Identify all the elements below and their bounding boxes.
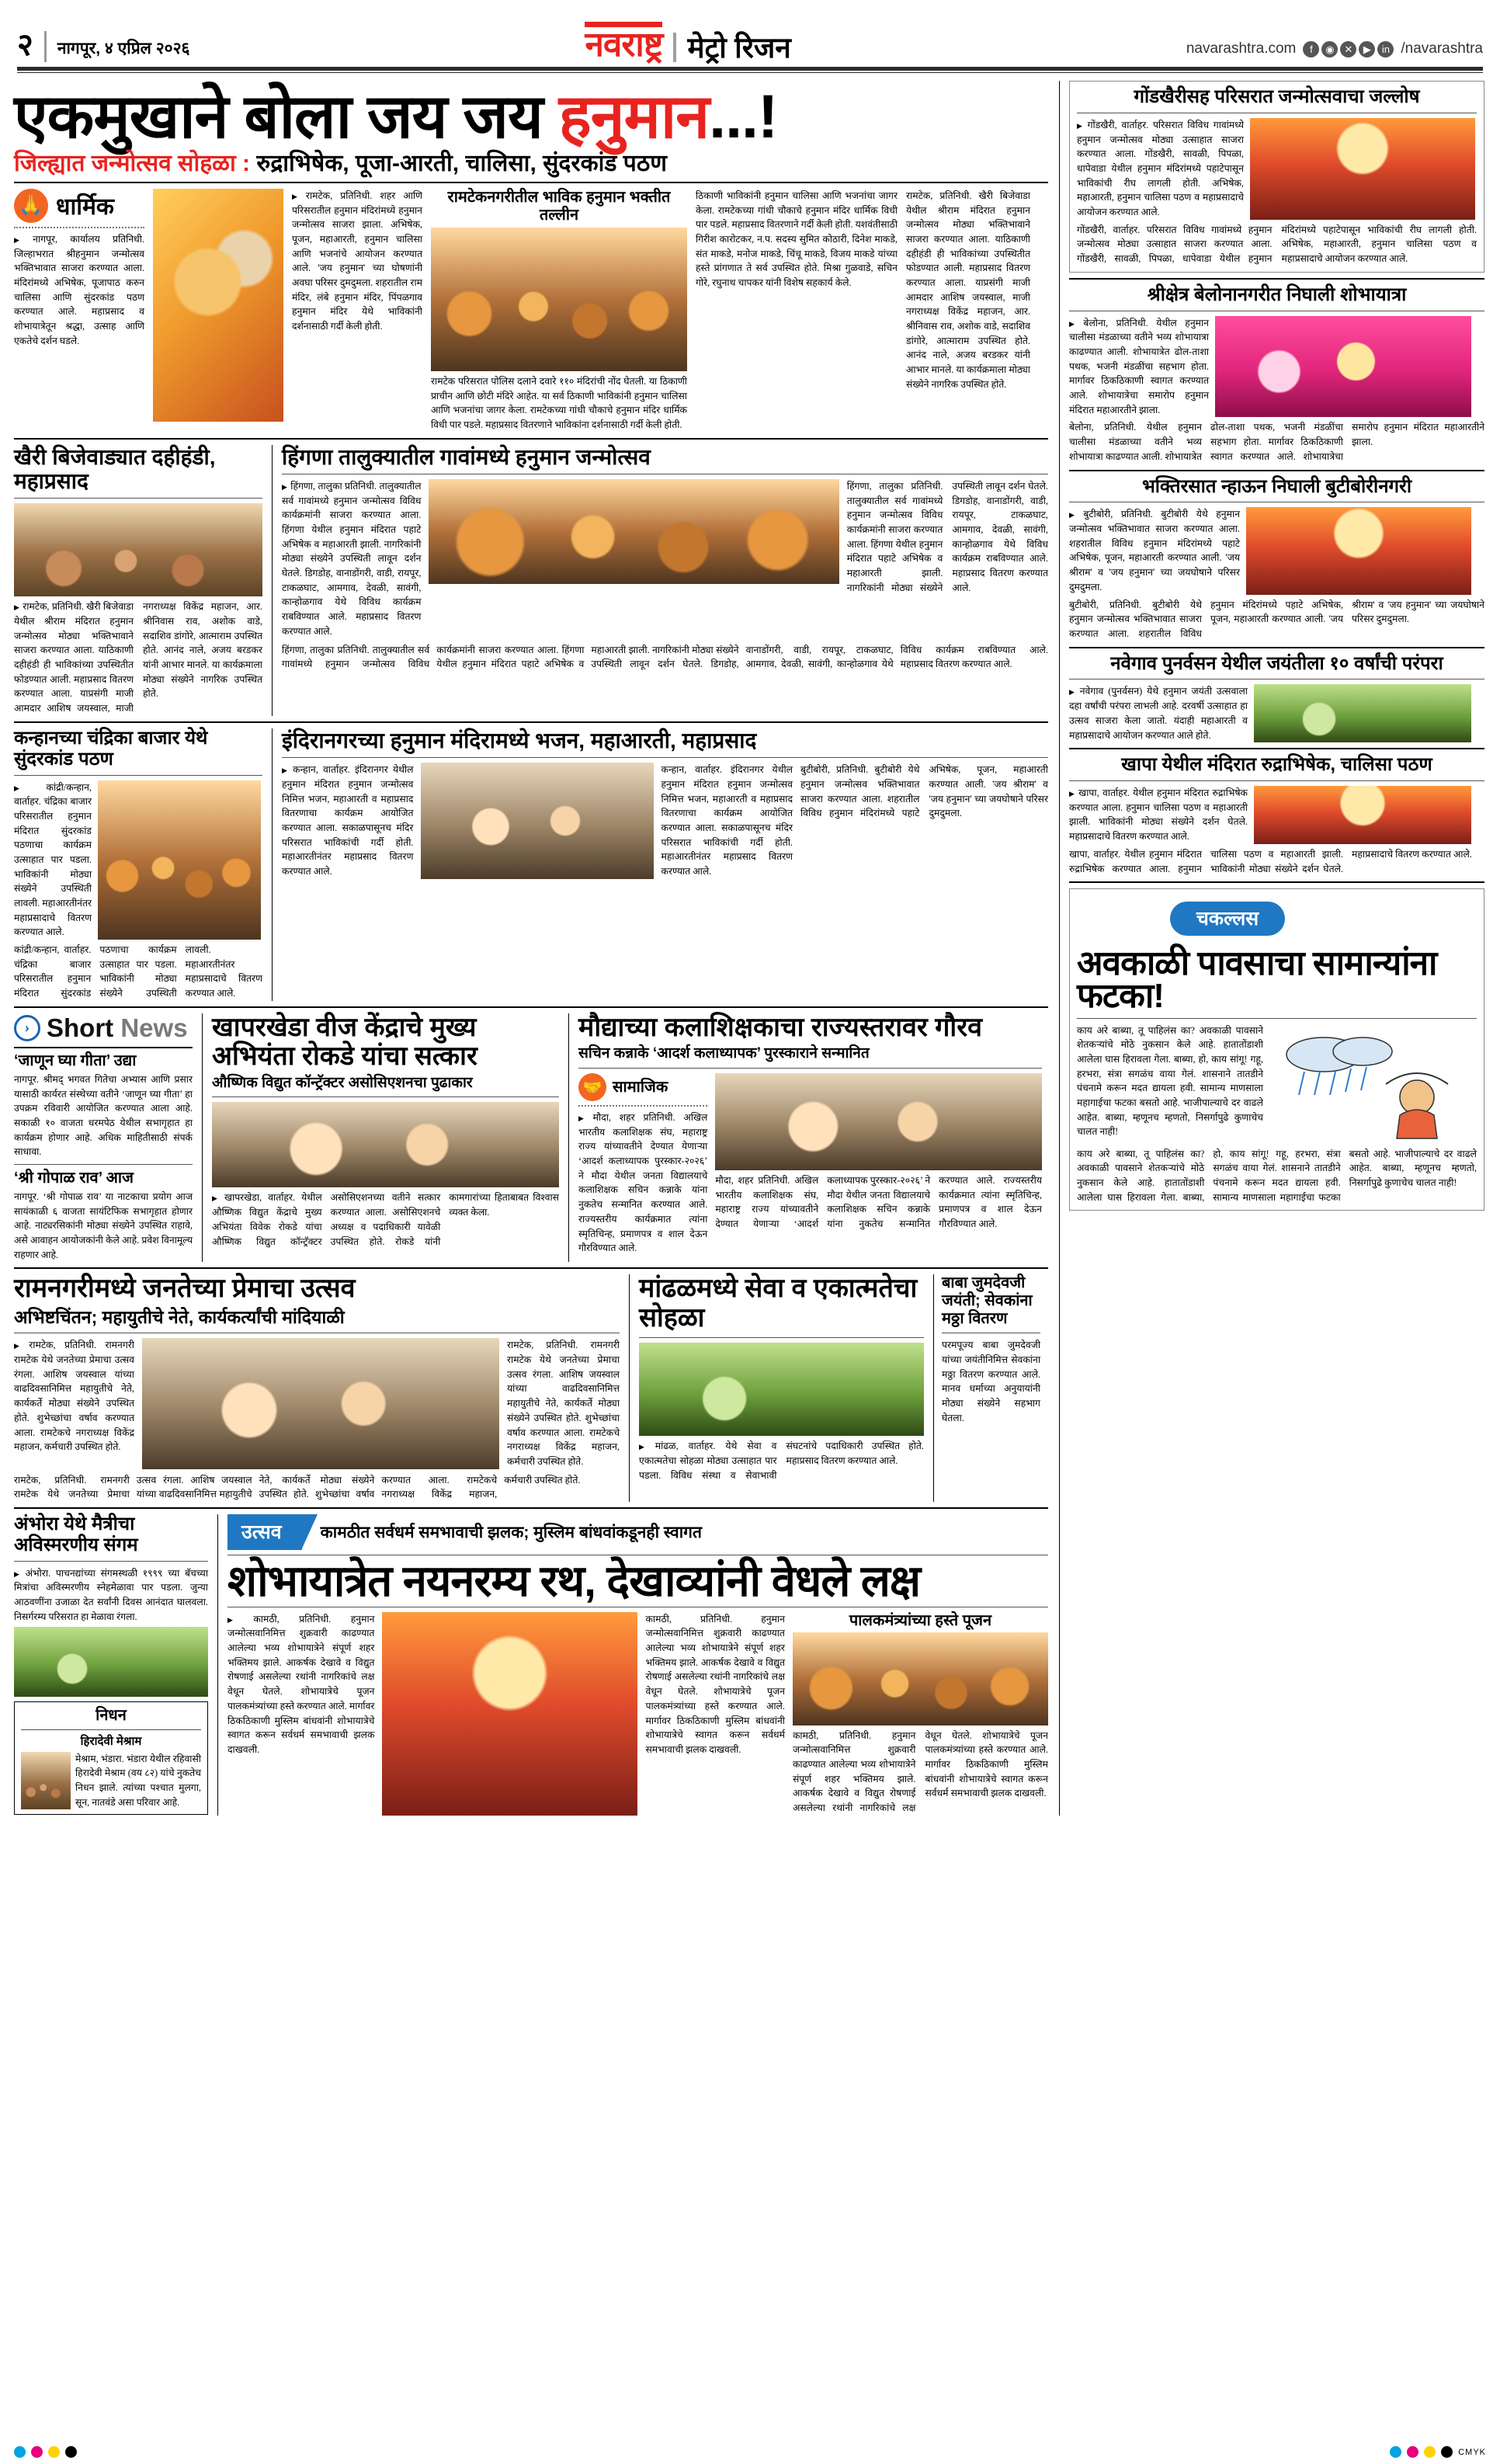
facebook-icon[interactable]: f	[1303, 41, 1319, 57]
black-dot	[65, 2446, 77, 2458]
story-ramnagari-text: ▶ रामटेक, प्रतिनिधी. रामनगरी रामटेक येथे जनतेच्या प्रेमाचा उत्सव रंगला. आशिष जयस्वाल यांच्या वाढदिवसानिमित्त महायुतीचे नेते, कार्यकर्ते मोठ्या संख्येने उपस्थित होते. शुभेच्छांचा वर्षाव करण्यात आला. रामटेकचे नगराध्यक्ष विकेंद्र महाजन, कर्मचारी उपस्थित होते.	[14, 1338, 134, 1468]
short-news-header	[14, 1013, 193, 1043]
story-kamthi-headline: शोभायात्रेत नयनरम्य रथ, देखाव्यांनी वेधले लक्ष	[227, 1555, 920, 1605]
divider	[21, 1729, 201, 1730]
rain-cartoon-svg	[1269, 1023, 1471, 1140]
story-khairi	[14, 445, 262, 716]
story-khapa-headline: खापा येथील मंदिरात रुद्राभिषेक, चालिसा पठण	[1121, 754, 1432, 776]
story-hingna	[272, 445, 1048, 716]
story-khairi-text: ▶ रामटेक, प्रतिनिधी. खैरी बिजेवाडा येथील श्रीराम मंदिरात हनुमान जन्मोत्सव मोठ्या भक्तिभावाने साजरा करण्यात आला. याठिकाणी दहीहंडी ही भाविकांच्या उपस्थितीत फोडण्यात आली. महाप्रसाद वितरण करण्यात आला. याप्रसंगी माजी आमदार आशिष जयस्वाल, माजी नगराध्यक्ष विकेंद्र महाजन, आर. श्रीनिवास राव, अशोक वाडे, सदाशिव डांगोरे, आत्माराम उपस्थित होते. आनंद नाले, अजय बरडकर यांनी आभार मानले. या कार्यक्रमाला मोठ्या संख्येने नागरिक उपस्थित होते.	[14, 599, 262, 716]
short-news-rule	[14, 1047, 193, 1048]
right-rule-1	[1069, 278, 1484, 280]
masthead-rule-thin	[17, 72, 1483, 73]
story-khairi-headline: खैरी बिजेवाड्यात दहीहंडी, महाप्रसाद	[14, 444, 216, 493]
story-butibori-text-b: बुटीबोरी, प्रतिनिधी. बुटीबोरी येथे हनुमान जन्मोत्सव भक्तिभावात साजरा करण्यात आला. शहरातील विविध हनुमान मंदिरांमध्ये पहाटे अभिषेक, पूजन, महाआरती करण्यात आली. 'जय श्रीराम' व 'जय हनुमान' च्या जयघोषाने परिसर दुमदुमला.	[1069, 599, 1484, 639]
social-icons	[1303, 41, 1394, 57]
story-butibori-col	[800, 763, 1048, 879]
story-jumdeo-text: परमपूज्य बाबा जुमदेवजी यांच्या जयंतीनिमित्त सेवकांना मठ्ठा वितरण करण्यात आले. मानव धर्माच्या अनुयायांनी मोठ्या संख्येने सहभाग घेतला.	[942, 1340, 1040, 1423]
masthead-center	[585, 22, 790, 62]
youtube-icon[interactable]: ▶	[1359, 41, 1375, 57]
website-url[interactable]: navarashtra.com	[1186, 40, 1297, 57]
lead-deck-black: रुद्राभिषेक, पूजा-आरती, चालिसा, सुंदरकांड पठण	[250, 150, 667, 176]
instagram-icon[interactable]: ◉	[1321, 41, 1338, 57]
divider	[14, 775, 262, 776]
story-kamthi-photo-2	[793, 1632, 1048, 1725]
page-footer	[14, 2446, 1486, 2458]
story-hingna-text: ▶ हिंगणा, तालुका प्रतिनिधी. तालुक्यातील सर्व गावांमध्ये हनुमान जन्मोत्सव विविध कार्यक्रमांनी साजरा करण्यात आला. हिंगणा येथील हनुमान मंदिरात पहाटे अभिषेक व महाआरती झाली. नागरिकांनी मोठ्या संख्येने उपस्थिती लावून दर्शन घेतले. डिगडोह, वानाडोंगरी, वाडी, रायपूर, टाकळघाट, आमगाव, देवळी, सावंगी, कान्होळगाव येथे विविध कार्यक्रम राबविण्यात आले. महाप्रसाद वितरण करण्यात आले.	[282, 479, 421, 639]
story-gondkhairi-photo	[1250, 118, 1475, 220]
badge-chakallas: चकल्लस	[1170, 902, 1285, 936]
column-chakallas	[1069, 888, 1484, 1211]
namaste-hands-icon: 🙏	[14, 189, 48, 223]
story-hingna-headline: हिंगणा तालुक्यातील गावांमध्ये हनुमान जन्मोत्सव	[282, 444, 651, 469]
story-ambhora-text: ▶ अंभोरा. पाचनद्यांच्या संगमस्थळी १९९९ च्या बॅचच्या मित्रांचा अविस्मरणीय स्नेहमेळावा पार पडला. जुन्या आठवणींना उजाळा देत सर्वांनी दिवस आनंदात घालवला. निसर्गरम्य परिसरात हा मेळावा रंगला.	[14, 1566, 208, 1625]
story-navegaon	[1069, 654, 1484, 743]
story-kamthi-subhead: पालकमंत्र्यांच्या हस्ते पूजन	[849, 1611, 992, 1629]
masthead-right	[1186, 40, 1483, 62]
story-belona-text: ▶ बेलोना, प्रतिनिधी. येथील हनुमान चालीसा मंडळाच्या वतीने भव्य शोभायात्रा काढण्यात आली. शोभायात्रेत ढोल-ताशा पथक, भजनी मंडळींचा सहभाग होता. मार्गावर ठिकठिकाणी स्वागत करण्यात आले. शोभायात्रेचा समारोप हनुमान मंदिरात महाआरतीने झाला.	[1069, 316, 1209, 418]
short-news-block	[14, 1013, 193, 1263]
story-ramnagari-photo	[142, 1338, 499, 1468]
yellow-dot	[48, 2446, 60, 2458]
row5-rule	[14, 1507, 1048, 1509]
row-kanhan-indiranagar	[14, 728, 1048, 1001]
divider	[14, 498, 262, 499]
cmyk-marks-right	[1390, 2446, 1486, 2458]
story-khapa-photo	[1254, 786, 1471, 844]
story-khapa	[1069, 755, 1484, 876]
story-kanhan	[14, 728, 262, 1001]
story-mauda	[568, 1013, 1042, 1263]
divider	[14, 1561, 208, 1562]
obituary-title: निधन	[95, 1707, 127, 1725]
story-indiranagar	[272, 728, 1048, 1001]
yellow-dot	[1424, 2446, 1436, 2458]
story-mandhal	[629, 1274, 924, 1502]
right-column	[1059, 81, 1484, 1816]
lead-photo-2-wrap	[431, 189, 687, 433]
story-indiranagar-text-2: कन्हान, वार्ताहर. इंदिरानगर येथील हनुमान मंदिरात हनुमान जन्मोत्सव निमित्त भजन, महाआरती व महाप्रसाद वितरणाचा कार्यक्रम आयोजित करण्यात आला. सकाळपासूनच मंदिर परिसरात भाविकांची गर्दी होती. महाआरतीनंतर महाप्रसाद वितरण करण्यात आले.	[661, 764, 793, 877]
story-navegaon-photo	[1254, 684, 1471, 742]
cyan-dot	[1390, 2446, 1401, 2458]
story-ramnagari-deck: अभिष्टचिंतन; महायुतीचे नेते, कार्यकर्त्यांची मांदियाळी	[14, 1306, 345, 1327]
story-mauda-text-2: मौदा, शहर प्रतिनिधी. अखिल भारतीय कलाशिक्षक संघ, महाराष्ट्र राज्य यांच्यावतीने देण्यात येणाऱ्या ‘आदर्श कलाध्यापक पुरस्कार-२०२६’ ने मौदा येथील जनता विद्यालयाचे कलाशिक्षक सचिन कन्नाके यांना नुकतेच सन्मानित करण्यात आले. राज्यस्तरीय कार्यक्रमात त्यांना स्मृतिचिन्ह, प्रमाणपत्र व शाल देऊन गौरविण्यात आले.	[715, 1175, 1042, 1230]
divider	[1077, 1018, 1477, 1019]
lead-story	[14, 189, 1048, 433]
lead-deck	[14, 151, 1048, 176]
story-indiranagar-text: ▶ कन्हान, वार्ताहर. इंदिरानगर येथील हनुमान मंदिरात हनुमान जन्मोत्सव निमित्त भजन, महाआरती व महाप्रसाद वितरणाचा कार्यक्रम आयोजित करण्यात आला. सकाळपासूनच मंदिर परिसरात भाविकांची गर्दी होती. महाआरतीनंतर महाप्रसाद वितरण करण्यात आले.	[282, 763, 413, 879]
story-khaparkheda-photo	[212, 1102, 559, 1187]
lead-headline-black: एकमुखाने बोला जय जय	[14, 82, 559, 151]
story-ambhora-photo	[14, 1627, 208, 1697]
right-rule-3	[1069, 647, 1484, 648]
row-shortnews	[14, 1013, 1048, 1263]
story-butibori-headline: भक्तिरसात न्हाऊन निघाली बुटीबोरीनगरी	[1141, 475, 1412, 497]
section-badge-dharmik	[14, 189, 144, 223]
story-mandhal-headline: मांढळमध्ये सेवा व एकात्मतेचा सोहळा	[639, 1274, 918, 1333]
story-belona-photo	[1215, 316, 1471, 418]
story-khaparkheda-headline: खापरखेडा वीज केंद्राचे मुख्य अभियंता रोकडे यांचा सत्कार	[212, 1012, 477, 1072]
story-ambhora-headline: अंभोरा येथे मैत्रीचा अविस्मरणीय संगम	[14, 1513, 138, 1555]
story-butibori	[1069, 477, 1484, 641]
story-kamthi-kicker: कामठीत सर्वधर्म समभावाची झलक; मुस्लिम बांधवांकडूनही स्वागत	[320, 1523, 702, 1541]
story-khaparkheda-text: ▶ खापरखेडा, वार्ताहर. येथील औष्णिक विद्युत केंद्राचे मुख्य अभियंता विवेक रोकडे यांचा औष्णिक विद्युत कॉन्ट्रॅक्टर असोसिएशनच्या वतीने सत्कार करण्यात आला. असोसिएशनचे अध्यक्ष व पदाधिकारी यावेळी उपस्थित होते. रोकडे यांनी कामगारांच्या हिताबाबत विश्वास व्यक्त केला.	[212, 1190, 559, 1249]
edition-name: मेट्रो रिजन	[687, 32, 791, 64]
section-badge-samajik	[578, 1073, 668, 1101]
story-kamthi-right	[793, 1612, 1048, 1816]
obituary-box	[14, 1701, 208, 1815]
lead-photo-hanuman	[153, 189, 283, 422]
story-khaparkheda	[202, 1013, 559, 1263]
lead-paragraph-4: ठिकाणी भाविकांनी हनुमान चालिसा आणि भजनांचा जागर केला. रामटेकच्या गांधी चौकाचे हनुमान मंदिर धार्मिक विधी पार पडले. महाप्रसाद वितरणाने गर्दी केली होती. यशवंतीसाठी गिरीश कारोटकर, न.प. सदस्य सुमित कोठारी, दिनेश माकडे, संत माकडे, मनोज माकडे, चिंचू माकडे, विजय माकडे यांच्या हस्ते प्रांगणात ते सर्व उपस्थित होते. मिश्रा गुळवाडे, सचिन गोरे, रघुनाथ चापकर यांनी विशेष सहकार्य केले.	[696, 189, 898, 288]
divider	[578, 1068, 1042, 1069]
lead-paragraph-2: ▶ रामटेक, प्रतिनिधी. शहर आणि परिसरातील हनुमान मंदिरांमध्ये हनुमान जन्मोत्सव साजरा झाला. अभिषेक, पूजन, महाआरती, हनुमान चालिसा आणि भजनांचे आयोजन करण्यात आले. 'जय हनुमान' च्या घोषणांनी अवघा परिसर दुमदुमला. शहरातील राम मंदिर, लंबे हनुमान मंदिर, पिंपळगाव हनुमान मंदिर येथे भाविकांनी दर्शनासाठी गर्दी केली होती.	[292, 189, 422, 334]
story-khaparkheda-deck: औष्णिक विद्युत कॉन्ट्रॅक्टर असोसिएशनचा पुढाकार	[212, 1074, 473, 1091]
lead-rule	[14, 182, 1048, 183]
masthead	[14, 0, 1486, 67]
lead-headline-tail: ...!	[709, 82, 778, 151]
short-news-brand-b: News	[120, 1013, 188, 1042]
divider	[1069, 780, 1484, 781]
divider	[14, 1164, 193, 1165]
story-kanhan-text-2: कांद्री/कन्हान, वार्ताहर. चंद्रिका बाजार परिसरातील हनुमान मंदिरात सुंदरकांड पठणाचा कार्यक्रम उत्साहात पार पडला. भाविकांनी मोठ्या संख्येने उपस्थिती लावली. महाआरतीनंतर महाप्रसादाचे वितरण करण्यात आले.	[14, 944, 262, 999]
story-kamthi-text-2: कामठी, प्रतिनिधी. हनुमान जन्मोत्सवानिमित्त शुक्रवारी काढण्यात आलेल्या भव्य शोभायात्रेने संपूर्ण शहर भक्तिमय झाले. आकर्षक देखावे व विद्युत रोषणाई असलेल्या रथांनी नागरिकांचे लक्ष वेधून घेतले. शोभायात्रेचे पूजन पालकमंत्र्यांच्या हस्ते करण्यात आले. मार्गावर ठिकठिकाणी मुस्लिम बांधवांनी शोभायात्रेचे स्वागत करून सर्वधर्म समभावाची झलक दाखवली.	[645, 1613, 785, 1755]
story-jumdeo-headline: बाबा जुमदेवजी जयंती; सेवकांना मठ्ठा वितरण	[942, 1274, 1033, 1328]
handshake-icon: 🤝	[578, 1073, 606, 1101]
short-news-item-1-title: ‘श्री गोपाळ राव’ आज	[14, 1169, 134, 1187]
story-gondkhairi-text: ▶ गोंडखैरी, वार्ताहर. परिसरात विविध गावांमध्ये हनुमान जन्मोत्सव मोठ्या उत्साहात साजरा करण्यात आला. गोंडखैरी, सावळी, पिपळा, धापेवाडा येथील हनुमान मंदिरांमध्ये पहाटेपासून भाविकांची रीघ लागली होती. अभिषेक, महाआरती, हनुमान चालिसा पठण व महाप्रसादाचे आयोजन करण्यात आले.	[1077, 118, 1244, 220]
story-hingna-photo	[429, 479, 839, 584]
story-ambhora	[14, 1514, 208, 1816]
cyan-dot	[14, 2446, 26, 2458]
badge-utsav: उत्सव	[227, 1514, 302, 1550]
lead-col-4	[696, 189, 898, 433]
divider	[578, 1105, 707, 1107]
lead-paragraph-5: रामटेक, प्रतिनिधी. खैरी बिजेवाडा येथील श्रीराम मंदिरात हनुमान जन्मोत्सव मोठ्या भक्तिभावाने साजरा करण्यात आला. याठिकाणी दहीहंडी ही भाविकांच्या उपस्थितीत फोडण्यात आली. महाप्रसाद वितरण करण्यात आला. याप्रसंगी माजी आमदार आशिष जयस्वाल, माजी नगराध्यक्ष विकेंद्र महाजन, आर. श्रीनिवास राव, अशोक वाडे, सदाशिव डांगोरे, आत्माराम उपस्थित होते. आनंद नाले, अजय बरडकर यांनी आभार मानले. या कार्यक्रमाला मोठ्या संख्येने नागरिक उपस्थित होते.	[906, 189, 1030, 390]
divider	[282, 757, 1048, 758]
magenta-dot	[31, 2446, 43, 2458]
x-twitter-icon[interactable]: ✕	[1340, 41, 1356, 57]
divider	[639, 1337, 924, 1338]
obituary-name: हिरादेवी मेश्राम	[80, 1735, 142, 1749]
lead-col-5	[906, 189, 1030, 433]
masthead-rule	[17, 67, 1483, 71]
lead-bottom-rule	[14, 438, 1048, 440]
story-indiranagar-headline: इंदिरानगरच्या हनुमान मंदिरामध्ये भजन, महाआरती, महाप्रसाद	[282, 728, 757, 752]
right-rule-5	[1069, 881, 1484, 883]
lead-photo-crowd	[431, 228, 687, 371]
lead-paragraph-3: रामटेक परिसरात पोलिस दलाने दवारे ११० मंदिरांची नोंद घेतली. या ठिकाणी प्राचीन आणि छोटी मंदिरे आहेत. या सर्व ठिकाणी भाविकांनी हनुमान चालिसा आणि भजनांचा जागर केला. रामटेकच्या गांधी चौकाचे हनुमान मंदिर धार्मिक विधी पार पडले. महाप्रसाद वितरणाने भाविकांना दर्शनासाठी गर्दी केली होती.	[431, 375, 687, 430]
obituary-photo	[21, 1752, 71, 1809]
logo-separator	[673, 33, 676, 62]
story-mauda-photo-wrap	[715, 1073, 1042, 1232]
story-belona	[1069, 285, 1484, 464]
dateline: नागपूर, ४ एप्रिल २०२६	[57, 40, 190, 57]
lead-col-2	[292, 189, 422, 433]
story-ramnagari-headline: रामनगरीमध्ये जनतेच्या प्रेमाचा उत्सव	[14, 1274, 356, 1304]
story-kamthi-photo-1	[382, 1612, 637, 1816]
row3-rule	[14, 1006, 1048, 1008]
story-gondkhairi-text-2: गोंडखैरी, वार्ताहर. परिसरात विविध गावांमध्ये हनुमान जन्मोत्सव मोठ्या उत्साहात साजरा करण्यात आला. गोंडखैरी, सावळी, पिपळा, धापेवाडा येथील हनुमान मंदिरांमध्ये पहाटेपासून भाविकांची रीघ लागली होती. अभिषेक, महाआरती, हनुमान चालिसा पठण व महाप्रसादाचे आयोजन करण्यात आले.	[1077, 224, 1477, 265]
story-kanhan-photo	[98, 780, 261, 940]
short-news-brand-a: Short	[47, 1013, 114, 1042]
story-mauda-photo	[715, 1073, 1042, 1170]
story-jumdeo	[933, 1274, 1040, 1502]
story-kanhan-headline: कन्हानच्या चंद्रिका बाजार येथे सुंदरकांड पठण	[14, 727, 208, 770]
story-hingna-text-2: हिंगणा, तालुका प्रतिनिधी. तालुक्यातील सर्व गावांमध्ये हनुमान जन्मोत्सव विविध कार्यक्रमांनी साजरा करण्यात आला. हिंगणा येथील हनुमान मंदिरात पहाटे अभिषेक व महाआरती झाली. नागरिकांनी मोठ्या संख्येने उपस्थिती लावून दर्शन घेतले. डिगडोह, वानाडोंगरी, वाडी, रायपूर, टाकळघाट, आमगाव, देवळी, सावंगी, कान्होळगाव येथे विविध कार्यक्रम राबविण्यात आले. महाप्रसाद वितरण करण्यात आले.	[846, 480, 1048, 593]
story-mauda-headline: मौद्याच्या कलाशिक्षकाचा राज्यस्तरावर गौरव	[578, 1012, 983, 1042]
lead-headline-red: हनुमान	[558, 82, 710, 151]
story-gondkhairi-headline: गोंडखैरीसह परिसरात जन्मोत्सवाचा जल्लोष	[1134, 86, 1420, 107]
row-kamthi	[14, 1514, 1048, 1816]
story-ramnagari	[14, 1274, 620, 1502]
story-chakallas-text-2: काय अरे बाब्या, तू पाहिलंस का? अवकाळी पावसाने शेतकऱ्यांचे मोठे नुकसान केले आहे. हातातोंडाशी आलेला घास हिरावला गेला. बाब्या, हो, काय सांगू! गहू, हरभरा, संत्रा सगळंच वाया गेलं. शासनाने तातडीने पंचनामे करून मदत द्यायला हवी. सामान्य माणसाला महागाईचा फटका बसतो आहे. भाजीपाल्याचे दर वाढले आहेत. बाब्या, म्हणूनच म्हणतो, निसर्गापुढे कुणाचेच चालत नाही!	[1077, 1148, 1477, 1203]
lead-photo-caption: रामटेकनगरीतील भाविक हनुमान भक्तीत तल्लीन	[447, 188, 671, 224]
lead-photo-1-wrap	[153, 189, 283, 433]
publication-logo: नवराष्ट्र	[585, 22, 662, 62]
story-belona-headline: श्रीक्षेत्र बेलोनानगरीत निघाली शोभायात्रा	[1147, 283, 1407, 305]
story-mauda-text: ▶ मौदा, शहर प्रतिनिधी. अखिल भारतीय कलाशिक्षक संघ, महाराष्ट्र राज्य यांच्यावतीने देण्यात येणाऱ्या ‘आदर्श कलाध्यापक पुरस्कार-२०२६’ ने मौदा येथील जनता विद्यालयाचे कलाशिक्षक सचिन कन्नाके यांना नुकतेच सन्मानित करण्यात आले. राज्यस्तरीय कार्यक्रमात त्यांना स्मृतिचिन्ह, प्रमाणपत्र व शाल देऊन गौरविण्यात आले.	[578, 1110, 707, 1256]
lead-deck-red: जिल्ह्यात जन्मोत्सव सोहळा :	[14, 150, 251, 176]
masthead-left	[17, 30, 189, 62]
section-label: धार्मिक	[56, 194, 114, 221]
black-dot	[1441, 2446, 1453, 2458]
story-hingna-photo-wrap	[429, 479, 839, 639]
divider	[212, 1096, 559, 1097]
story-chakallas-cartoon	[1269, 1023, 1471, 1144]
story-kamthi-text-3: कामठी, प्रतिनिधी. हनुमान जन्मोत्सवानिमित्त शुक्रवारी काढण्यात आलेल्या भव्य शोभायात्रेने संपूर्ण शहर भक्तिमय झाले. आकर्षक देखावे व विद्युत रोषणाई असलेल्या रथांनी नागरिकांचे लक्ष वेधून घेतले. शोभायात्रेचे पूजन पालकमंत्र्यांच्या हस्ते करण्यात आले. मार्गावर ठिकठिकाणी मुस्लिम बांधवांनी शोभायात्रेचे स्वागत करून सर्वधर्म समभावाची झलक दाखवली.	[792, 1729, 1048, 1814]
lead-paragraph-1: ▶ नागपूर, कार्यालय प्रतिनिधी. जिल्हाभरात श्रीहनुमान जन्मोत्सव भक्तिभावात साजरा करण्यात आला. मंदिरांमध्ये अभिषेक, पूजापाठ करुन चालिसा आणि सुंदरकांड पठण करण्यात आले. महाप्रसाद व शोभायात्रेतून श्रद्धा, उत्साह आणि एकतेचे दर्शन घडले.	[14, 232, 144, 349]
row2-rule	[14, 721, 1048, 723]
arrow-circle-icon: ›	[14, 1015, 40, 1041]
lead-col-1	[14, 189, 144, 433]
story-butibori-text: बुटीबोरी, प्रतिनिधी. बुटीबोरी येथे हनुमान जन्मोत्सव भक्तिभावात साजरा करण्यात आला. शहरातील विविध हनुमान मंदिरांमध्ये पहाटे अभिषेक, पूजन, महाआरती करण्यात आली. 'जय श्रीराम' व 'जय हनुमान' च्या जयघोषाने परिसर दुमदुमला.	[800, 764, 1048, 819]
lead-headline	[14, 82, 1048, 151]
short-news-item-0-title: ‘जाणून घ्या गीता’ उद्या	[14, 1051, 137, 1069]
row4-rule	[14, 1267, 1048, 1269]
story-hingna-text-3: हिंगणा, तालुका प्रतिनिधी. तालुक्यातील सर्व गावांमध्ये हनुमान जन्मोत्सव विविध कार्यक्रमांनी साजरा करण्यात आला. हिंगणा येथील हनुमान मंदिरात पहाटे अभिषेक व महाआरती झाली. नागरिकांनी मोठ्या संख्येने उपस्थिती लावून दर्शन घेतले. डिगडोह, वानाडोंगरी, वाडी, रायपूर, टाकळघाट, आमगाव, देवळी, सावंगी, कान्होळगाव येथे विविध कार्यक्रम राबविण्यात आले. महाप्रसाद वितरण करण्यात आले.	[282, 644, 1048, 670]
story-khapa-text: ▶ खापा, वार्ताहर. येथील हनुमान मंदिरात रुद्राभिषेक करण्यात आला. हनुमान चालिसा पठण व महाआरती झाली. भाविकांनी मोठ्या संख्येने दर्शन घेतले. महाप्रसादाचे वितरण करण्यात आले.	[1069, 786, 1248, 844]
story-butibori-text-a: ▶ बुटीबोरी, प्रतिनिधी. बुटीबोरी येथे हनुमान जन्मोत्सव भक्तिभावात साजरा करण्यात आला. शहरातील विविध हनुमान मंदिरांमध्ये पहाटे अभिषेक, पूजन, महाआरती करण्यात आली. 'जय श्रीराम' व 'जय हनुमान' च्या जयघोषाने परिसर दुमदुमला.	[1069, 507, 1240, 594]
story-chakallas-headline: अवकाळी पावसाचा सामान्यांना फटका!	[1077, 944, 1437, 1016]
magenta-dot	[1407, 2446, 1418, 2458]
story-belona-text-2: बेलोना, प्रतिनिधी. येथील हनुमान चालीसा मंडळाच्या वतीने भव्य शोभायात्रा काढण्यात आली. शोभायात्रेत ढोल-ताशा पथक, भजनी मंडळींचा सहभाग होता. मार्गावर ठिकठिकाणी स्वागत करण्यात आले. शोभायात्रेचा समारोप हनुमान मंदिरात महाआरतीने झाला.	[1069, 422, 1484, 462]
section-dotrule	[14, 227, 144, 228]
short-news-item-1-text: नागपूर. ‘श्री गोपाळ राव’ या नाटकाचा प्रयोग आज सायंकाळी ६ वाजता सायंटिफिक सभागृहात होणार आहे. नाट्यरसिकांनी मोठ्या संख्येने उपस्थित राहावे, असे आवाहन आयोजकांनी केले आहे. प्रवेश विनामूल्य राहणार आहे.	[14, 1190, 193, 1260]
cmyk-marks-left	[14, 2446, 77, 2458]
right-rule-4	[1069, 748, 1484, 749]
right-rule-2	[1069, 470, 1484, 471]
cartoon-icon	[1077, 895, 1162, 943]
section-label-samajik: सामाजिक	[613, 1078, 668, 1096]
row-ramnagari	[14, 1274, 1048, 1502]
social-handle[interactable]: /navarashtra	[1401, 40, 1483, 57]
story-navegaon-headline: नवेगाव पुनर्वसन येथील जयंतीला १० वर्षांची परंपरा	[1110, 652, 1443, 674]
story-kanhan-text: ▶ कांद्री/कन्हान, वार्ताहर. चंद्रिका बाजार परिसरातील हनुमान मंदिरात सुंदरकांड पठणाचा कार्यक्रम उत्साहात पार पडला. भाविकांनी मोठ्या संख्येने उपस्थिती लावली. महाआरतीनंतर महाप्रसादाचे वितरण करण्यात आले.	[14, 780, 92, 940]
story-ramnagari-text-3: रामटेक, प्रतिनिधी. रामनगरी रामटेक येथे जनतेच्या प्रेमाचा उत्सव रंगला. आशिष जयस्वाल यांच्या वाढदिवसानिमित्त महायुतीचे नेते, कार्यकर्ते मोठ्या संख्येने उपस्थित होते. शुभेच्छांचा वर्षाव करण्यात आला. रामटेकचे नगराध्यक्ष विकेंद्र महाजन, कर्मचारी उपस्थित होते.	[14, 1474, 581, 1500]
main-column	[14, 81, 1048, 1816]
story-khairi-photo	[14, 503, 262, 596]
story-indiranagar-photo	[421, 763, 653, 879]
story-chakallas-text: काय अरे बाब्या, तू पाहिलंस का? अवकाळी पावसाने शेतकऱ्यांचे मोठे नुकसान केले आहे. हातातोंडाशी आलेला घास हिरावला गेला. बाब्या, हो, काय सांगू! गहू, हरभरा, संत्रा सगळंच वाया गेलं. शासनाने तातडीने पंचनामे करून मदत द्यायला हवी. सामान्य माणसाला महागाईचा फटका बसतो आहे. भाजीपाल्याचे दर वाढले आहेत. बाब्या, म्हणूनच म्हणतो, निसर्गापुढे कुणाचेच चालत नाही!	[1077, 1024, 1263, 1138]
page-body	[14, 81, 1486, 1816]
story-khapa-text-2: खापा, वार्ताहर. येथील हनुमान मंदिरात रुद्राभिषेक करण्यात आला. हनुमान चालिसा पठण व महाआरती झाली. भाविकांनी मोठ्या संख्येने दर्शन घेतले. महाप्रसादाचे वितरण करण्यात आले.	[1069, 848, 1472, 874]
story-mandhal-photo	[639, 1343, 924, 1436]
story-mauda-left	[578, 1073, 707, 1256]
linkedin-icon[interactable]: in	[1377, 41, 1394, 57]
story-mandhal-text: ▶ मांढळ, वार्ताहर. येथे सेवा व एकात्मतेचा सोहळा मोठ्या उत्साहात पार पडला. विविध संस्था व सेवाभावी संघटनांचे पदाधिकारी उपस्थित होते. महाप्रसाद वितरण करण्यात आले.	[639, 1439, 924, 1482]
short-news-item-0-text: नागपूर. श्रीमद् भगवत गितेचा अभ्यास आणि प्रसार यासाठी कार्यरत संस्थेच्या वतीने ‘जाणून घ्या गीता’ हा उपक्रम रविवारी आयोजित करण्यात आला आहे. सकाळी १० वाजता धरमपेठ येथील सभागृहात हा कार्यक्रम होणार आहे. अधिक माहितीसाठी संपर्क साधावा.	[14, 1073, 193, 1158]
story-navegaon-text: ▶ नवेगाव (पुनर्वसन) येथे हनुमान जयंती उत्सवाला दहा वर्षांची परंपरा लाभली आहे. दरवर्षी उत्साहात हा उत्सव साजरा केला जातो. यंदाही महाआरती व महाप्रसादाचे आयोजन करण्यात आले होते.	[1069, 684, 1248, 742]
page-number: २	[17, 28, 33, 62]
story-gondkhairi	[1069, 81, 1484, 273]
masthead-divider	[44, 31, 47, 62]
story-ramnagari-text-2: रामटेक, प्रतिनिधी. रामनगरी रामटेक येथे जनतेच्या प्रेमाचा उत्सव रंगला. आशिष जयस्वाल यांच्या वाढदिवसानिमित्त महायुतीचे नेते, कार्यकर्ते मोठ्या संख्येने उपस्थित होते. शुभेच्छांचा वर्षाव करण्यात आला. रामटेकचे नगराध्यक्ष विकेंद्र महाजन, कर्मचारी उपस्थित होते.	[507, 1340, 620, 1467]
story-kamthi-text: ▶ कामठी, प्रतिनिधी. हनुमान जन्मोत्सवानिमित्त शुक्रवारी काढण्यात आलेल्या भव्य शोभायात्रेने संपूर्ण शहर भक्तिमय झाले. आकर्षक देखावे व विद्युत रोषणाई असलेल्या रथांनी नागरिकांचे लक्ष वेधून घेतले. शोभायात्रेचे पूजन पालकमंत्र्यांच्या हस्ते करण्यात आले. मार्गावर ठिकठिकाणी मुस्लिम बांधवांनी शोभायात्रेचे स्वागत करून सर्वधर्म समभावाची झलक दाखवली.	[227, 1612, 374, 1816]
story-butibori-photo	[1246, 507, 1471, 594]
story-kamthi	[217, 1514, 1048, 1816]
obituary-text: मेश्राम, भंडारा. भंडारा येथील रहिवासी हिरादेवी मेश्राम (वय ८२) यांचे नुकतेच निधन झाले. त्यांच्या पश्चात मुलगा, सून, नातवंडे असा परिवार आहे.	[75, 1753, 201, 1808]
row-khairi-hingna	[14, 445, 1048, 716]
cmyk-label: CMYK	[1458, 2447, 1486, 2457]
story-mauda-deck: सचिन कन्नाके ‘आदर्श कलाध्यापक’ पुरस्काराने सन्मानित	[578, 1045, 870, 1062]
